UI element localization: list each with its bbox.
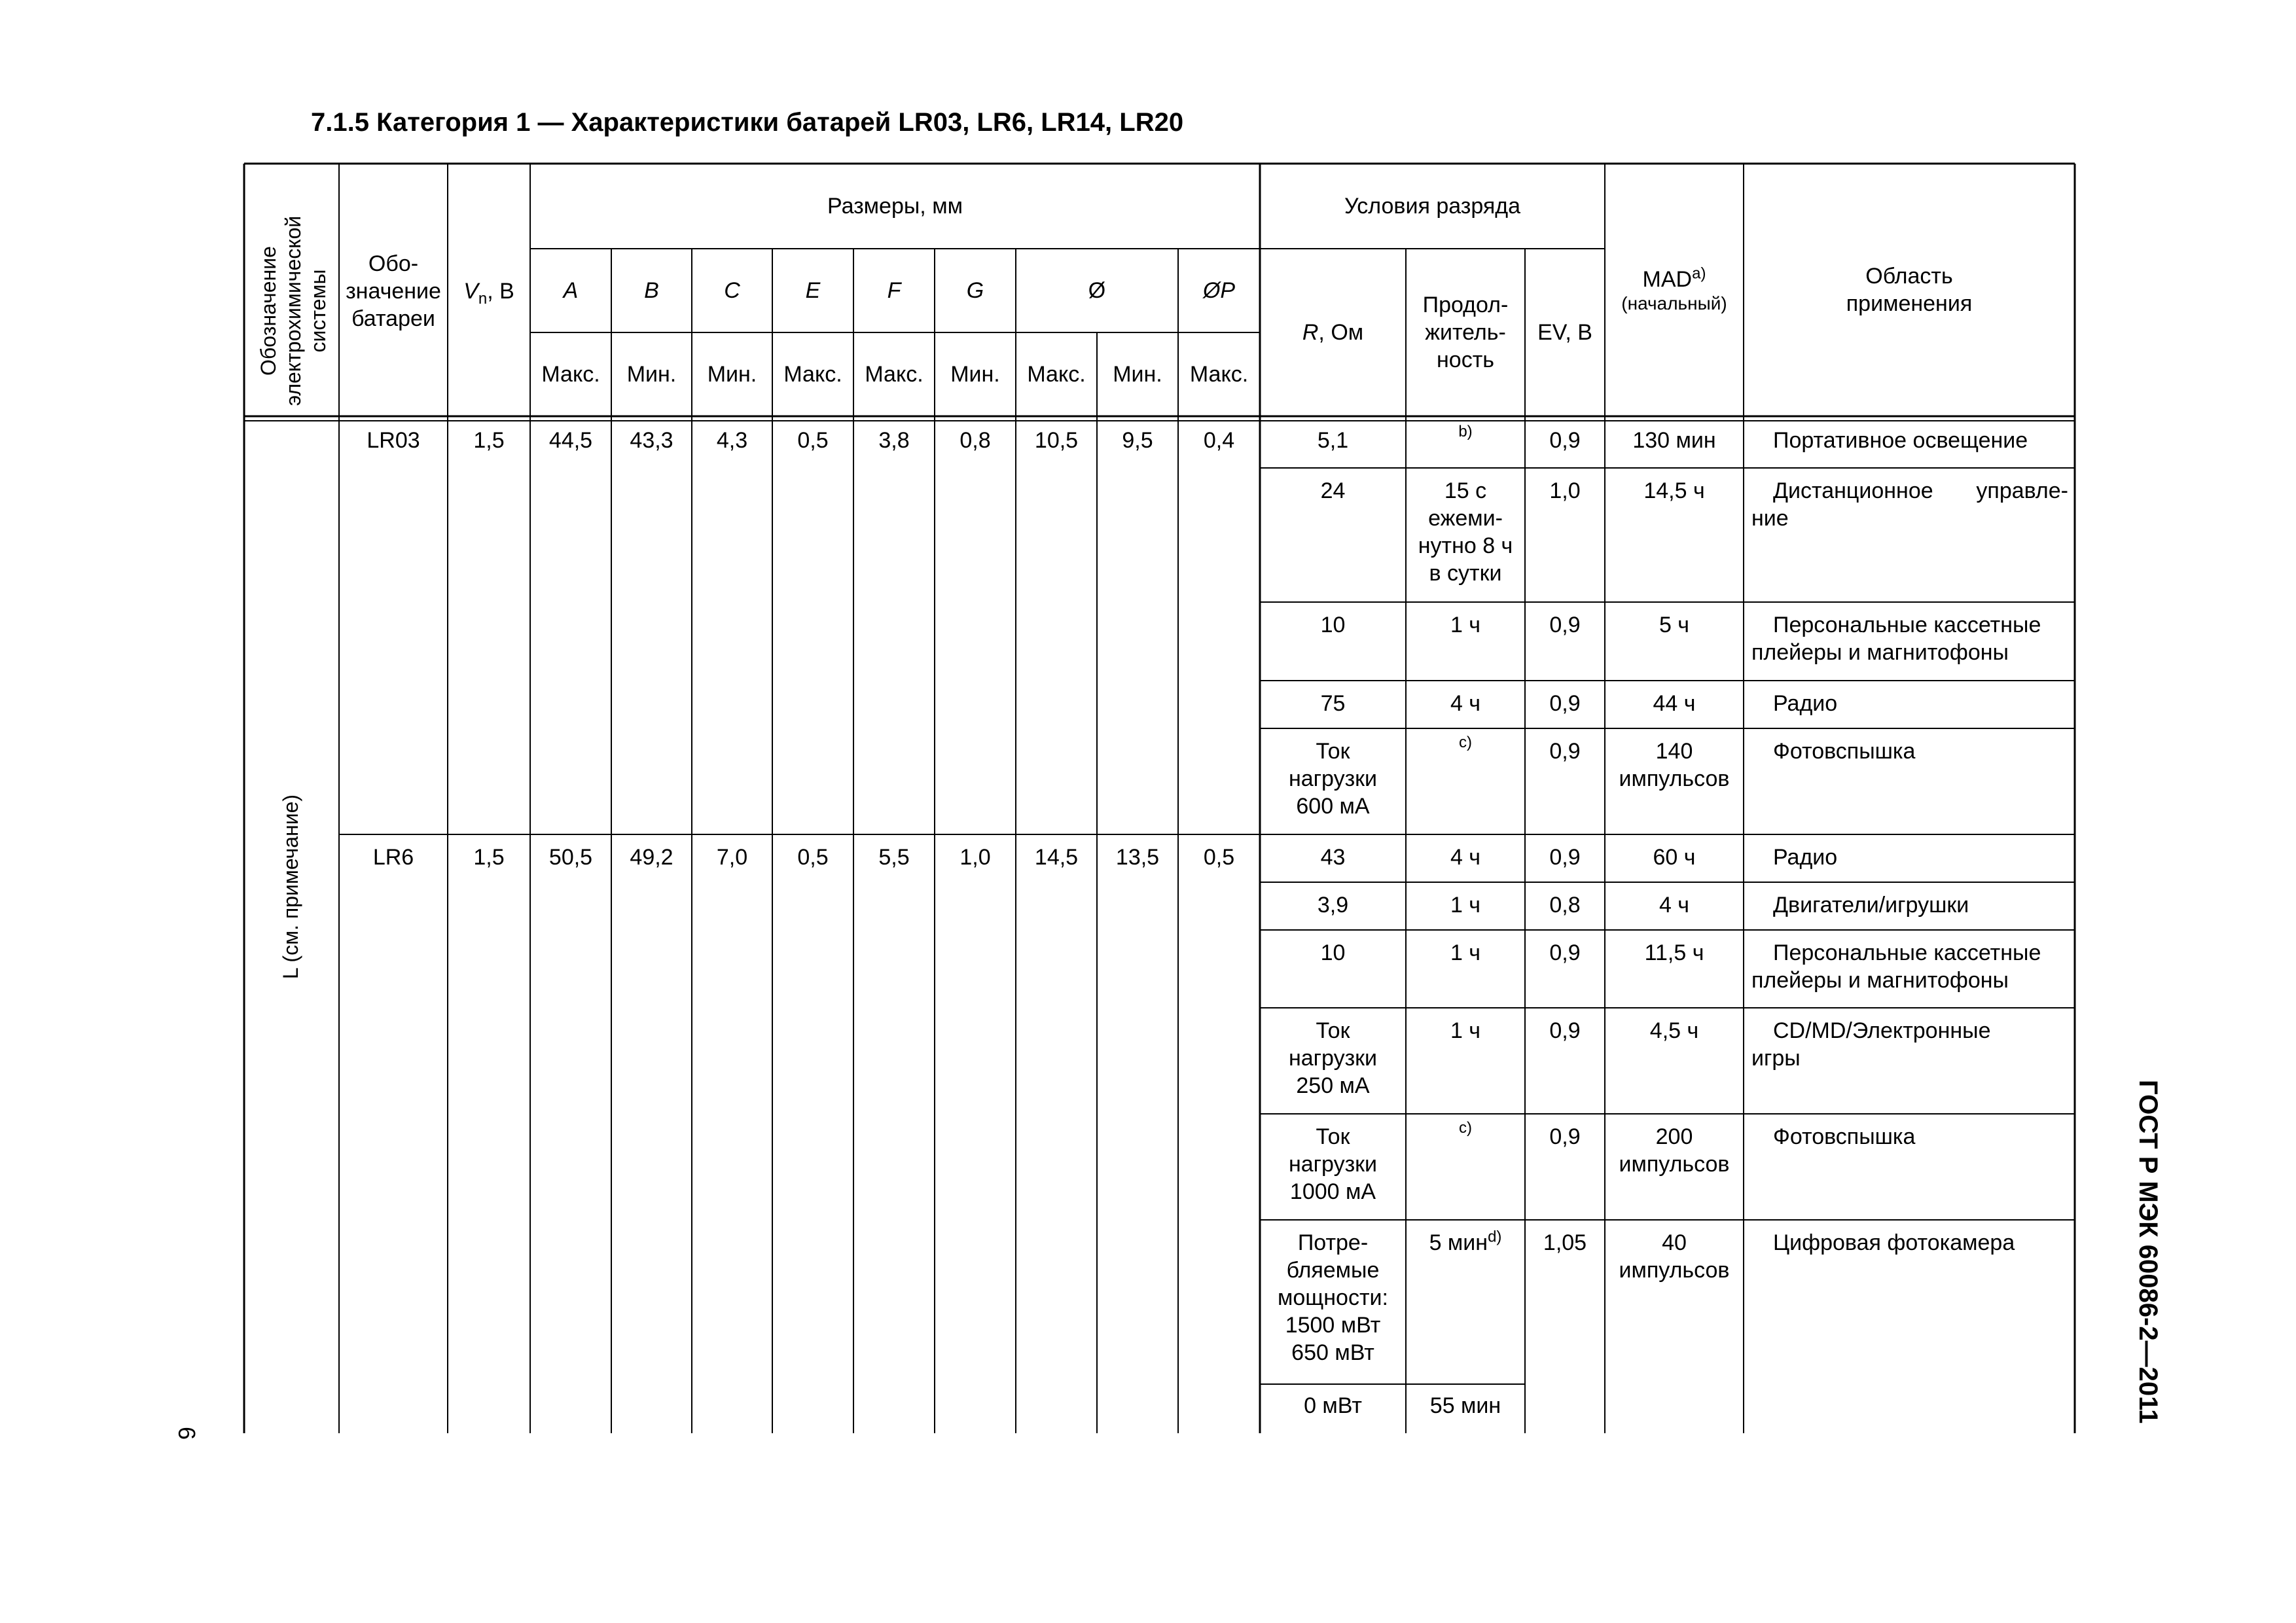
- header-dim-f: F: [887, 278, 901, 303]
- dim-value: 3,8: [878, 428, 910, 453]
- battery-name-lr6: LR6: [372, 845, 414, 870]
- battery-vn: 1,5: [473, 845, 505, 870]
- header-dim-c: C: [724, 278, 740, 303]
- test-duration: 4 ч: [1450, 691, 1481, 716]
- header-dim-a: A: [563, 278, 579, 303]
- test-ev: 1,0: [1549, 478, 1581, 503]
- test-application: Радио: [1773, 691, 1838, 716]
- header-ev: EV, В: [1537, 320, 1592, 345]
- test-resistance: 10: [1320, 940, 1346, 965]
- test-application: CD/MD/Электронные игры: [1751, 1018, 1991, 1071]
- header-dim-diameter-p: ØP: [1202, 278, 1236, 303]
- test-resistance: 3,9: [1317, 893, 1349, 918]
- dim-value: 14,5: [1034, 845, 1079, 870]
- header-limit: Макс.: [865, 362, 924, 387]
- dim-value: 44,5: [548, 428, 593, 453]
- test-duration: 1 ч: [1450, 613, 1481, 637]
- header-limit: Макс.: [783, 362, 842, 387]
- test-mad: 4 ч: [1659, 893, 1690, 918]
- header-resistance: R, Ом: [1302, 320, 1364, 345]
- test-mad: 140 импульсов: [1619, 739, 1730, 791]
- test-duration: c): [1459, 1119, 1472, 1137]
- dim-value: 7,0: [716, 845, 748, 870]
- test-ev: 0,9: [1549, 739, 1581, 764]
- dim-value: 0,4: [1203, 428, 1235, 453]
- header-mad-sub: (начальный): [1621, 293, 1727, 313]
- test-ev: 0,9: [1549, 613, 1581, 637]
- test-duration: 55 мин: [1429, 1393, 1501, 1418]
- dim-value: 50,5: [548, 845, 593, 870]
- test-application: Фотовспышка: [1773, 739, 1916, 764]
- document-code: ГОСТ Р МЭК 60086-2—2011: [2134, 1080, 2162, 1424]
- header-voltage-symbol: V: [463, 279, 478, 304]
- test-mad: 200 импульсов: [1619, 1124, 1730, 1177]
- header-limit: Макс.: [1189, 362, 1249, 387]
- test-resistance: Ток нагрузки 600 мА: [1288, 739, 1378, 819]
- test-ev: 1,05: [1543, 1230, 1587, 1255]
- header-discharge-conditions: Условия разряда: [1344, 194, 1521, 219]
- test-ev: 0,9: [1549, 1018, 1581, 1043]
- test-duration: 4 ч: [1450, 845, 1481, 870]
- page-number: 6: [173, 1427, 200, 1440]
- test-application: Портативное освещение: [1773, 428, 2028, 453]
- test-ev: 0,9: [1549, 940, 1581, 965]
- dim-value: 0,5: [797, 845, 829, 870]
- test-duration: 1 ч: [1450, 1018, 1481, 1043]
- test-mad: 4,5 ч: [1649, 1018, 1699, 1043]
- header-dim-diameter: Ø: [1088, 278, 1106, 303]
- section-title: 7.1.5 Категория 1 — Характеристики батарей LR03, LR6, LR14, LR20: [311, 108, 1184, 137]
- test-resistance: 75: [1320, 691, 1346, 716]
- test-application: Двигатели/игрушки: [1773, 893, 1969, 918]
- header-duration: Продол-житель-ность: [1422, 293, 1509, 372]
- dim-value: 5,5: [878, 845, 910, 870]
- battery-name-lr03: LR03: [367, 428, 420, 453]
- test-mad: 130 мин: [1632, 428, 1716, 453]
- test-ev: 0,9: [1549, 691, 1581, 716]
- test-application: Цифровая фотокамера: [1773, 1230, 2015, 1255]
- dim-value: 43,3: [630, 428, 673, 453]
- dim-value: 13,5: [1115, 845, 1160, 870]
- test-duration: b): [1458, 423, 1473, 440]
- test-mad: 44 ч: [1653, 691, 1696, 716]
- test-duration: 15 с ежеми-нутно 8 ч в сутки: [1418, 478, 1513, 586]
- header-limit: Мин.: [707, 362, 757, 387]
- header-mad: [1605, 164, 1744, 416]
- test-ev: 0,9: [1549, 1124, 1581, 1149]
- dim-value: 1,0: [960, 845, 991, 870]
- header-limit: Мин.: [626, 362, 677, 387]
- header-application: Область применения: [1846, 264, 1973, 316]
- header-limit: Макс.: [541, 362, 600, 387]
- test-mad: 60 ч: [1653, 845, 1696, 870]
- test-resistance: 0 мВт: [1304, 1393, 1362, 1418]
- dim-value: 10,5: [1034, 428, 1079, 453]
- battery-vn: 1,5: [473, 428, 505, 453]
- test-application: Персональные кассетные плейеры и магнитофоны: [1751, 940, 2041, 993]
- test-duration: 1 ч: [1450, 893, 1481, 918]
- test-duration: 5 мин$^{d)}$: [1429, 1228, 1502, 1255]
- test-resistance: 10: [1320, 613, 1346, 637]
- header-electrochem-system: [256, 183, 328, 438]
- header-limit: Мин.: [1113, 362, 1162, 387]
- header-voltage-unit: , В: [487, 279, 514, 304]
- test-mad: 5 ч: [1659, 613, 1690, 637]
- dim-value: 0,5: [1203, 845, 1235, 870]
- test-ev: 0,9: [1549, 845, 1581, 870]
- test-resistance: Ток нагрузки 250 мА: [1288, 1018, 1378, 1098]
- test-application: Персональные кассетные плейеры и магнитофоны: [1751, 613, 2041, 665]
- test-mad: 11,5 ч: [1644, 940, 1704, 965]
- header-battery-designation: Обо-значение батареи: [346, 251, 441, 331]
- test-resistance: 5,1: [1317, 428, 1349, 453]
- test-ev: 0,9: [1549, 428, 1581, 453]
- test-resistance: Потре-бляемые мощности: 1500 мВт 650 мВт: [1278, 1230, 1388, 1365]
- header-dim-g: G: [966, 278, 984, 303]
- header-limit: Макс.: [1027, 362, 1086, 387]
- test-ev: 0,8: [1549, 893, 1581, 918]
- test-mad: 40 импульсов: [1619, 1230, 1730, 1283]
- header-voltage-sub: n: [478, 289, 488, 308]
- header-electrochem-system-text: Обозначение электрохимической системы: [257, 215, 330, 406]
- test-duration: c): [1459, 734, 1472, 751]
- test-resistance: Ток нагрузки 1000 мА: [1288, 1124, 1378, 1204]
- dim-value: 49,2: [630, 845, 673, 870]
- test-resistance: 24: [1320, 478, 1346, 503]
- dim-value: 0,8: [960, 428, 991, 453]
- test-mad: 14,5 ч: [1643, 478, 1705, 503]
- header-mad-sup: a): [1692, 264, 1706, 283]
- test-application: Дистанционное управле-ние: [1751, 478, 2068, 531]
- dim-value: 4,3: [716, 428, 748, 453]
- header-dim-e: E: [805, 278, 821, 303]
- test-application: Радио: [1773, 845, 1838, 870]
- system-label: L (см. примечание): [279, 794, 302, 980]
- header-voltage: [448, 249, 530, 334]
- header-limit: Мин.: [950, 362, 1000, 387]
- dim-value: 0,5: [797, 428, 829, 453]
- header-mad-label: MAD: [1642, 267, 1693, 292]
- header-dimensions: Размеры, мм: [827, 194, 963, 219]
- test-resistance: 43: [1320, 845, 1346, 870]
- test-application: Фотовспышка: [1773, 1124, 1916, 1149]
- test-duration: 1 ч: [1450, 940, 1481, 965]
- dim-value: 9,5: [1122, 428, 1153, 453]
- header-dim-b: B: [644, 278, 659, 303]
